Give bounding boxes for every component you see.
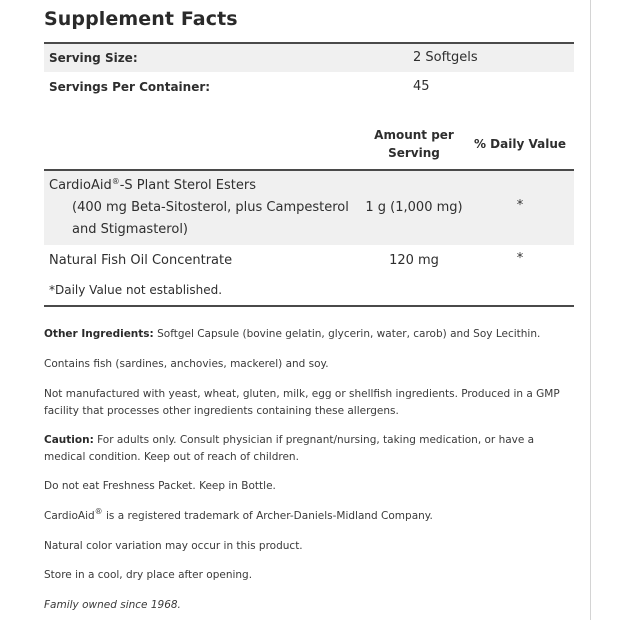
nutrient-detail-line2: and Stigmasterol) xyxy=(72,222,188,237)
serving-size-value: 2 Softgels xyxy=(413,50,478,65)
nutrient-name-fish-oil: Natural Fish Oil Concentrate xyxy=(49,253,233,268)
nutrient-name-cardioaid: CardioAid®-S Plant Sterol Esters xyxy=(49,177,256,193)
bottom-rule xyxy=(44,305,574,307)
trademark-statement: CardioAid® is a registered trademark of Archer-Daniels-Midland Company. xyxy=(44,507,433,522)
other-ingredients: Other Ingredients: Softgel Capsule (bovine gelatin, glycerin, water, carob) and Soy Lecithin. xyxy=(44,328,541,340)
color-variation-statement: Natural color variation may occur in this product. xyxy=(44,540,303,552)
amount-per-header-line1: Amount per xyxy=(374,128,454,142)
dv-footnote: *Daily Value not established. xyxy=(49,283,223,297)
nutrient-dv-cardioaid: * xyxy=(516,198,524,213)
family-owned-statement: Family owned since 1968. xyxy=(44,599,181,611)
storage-statement: Store in a cool, dry place after opening. xyxy=(44,569,253,581)
nutrient-dv-fish-oil: * xyxy=(516,251,524,266)
contains-statement: Contains fish (sardines, anchovies, mackerel) and soy. xyxy=(44,358,329,370)
serving-size-label: Serving Size: xyxy=(49,51,138,65)
panel-title: Supplement Facts xyxy=(44,8,238,30)
amount-per-header-line2: Serving xyxy=(388,146,440,160)
servings-per-container-label: Servings Per Container: xyxy=(49,80,211,94)
freshness-statement: Do not eat Freshness Packet. Keep in Bottle. xyxy=(44,480,276,492)
daily-value-header: % Daily Value xyxy=(473,137,566,151)
servings-per-container-value: 45 xyxy=(413,79,430,94)
nutrient-amount-fish-oil: 120 mg xyxy=(389,253,439,268)
nutrient-detail-line1: (400 mg Beta-Sitosterol, plus Campesterol xyxy=(72,200,349,215)
page-edge-divider xyxy=(590,0,591,620)
allergen-statement: Not manufactured with yeast, wheat, gluten, milk, egg or shellfish ingredients. Produced in a GMP facility that processes other ingredients containing these allergens. xyxy=(44,388,560,417)
nutrient-amount-cardioaid: 1 g (1,000 mg) xyxy=(365,200,463,215)
caution-statement: Caution: For adults only. Consult physician if pregnant/nursing, taking medication, or have a medical condition. Keep out of reach of children. xyxy=(44,434,535,463)
